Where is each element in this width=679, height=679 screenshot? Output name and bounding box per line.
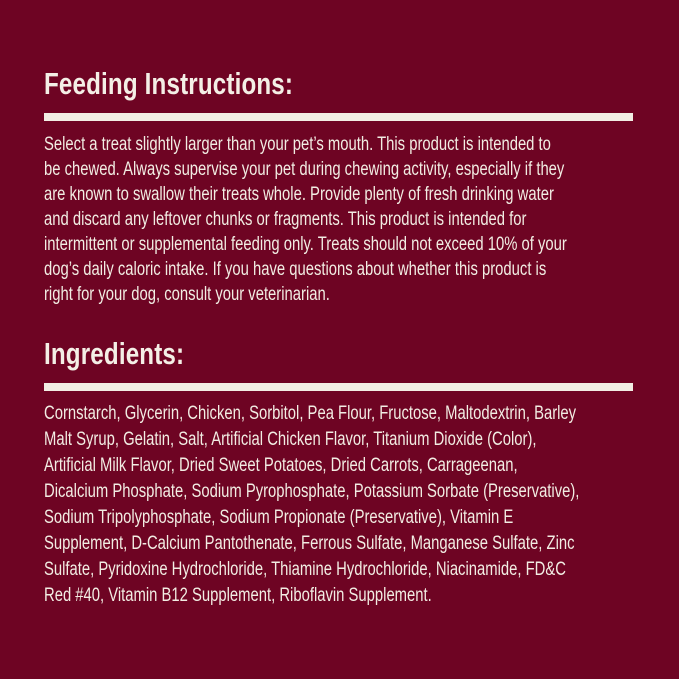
ingredients-divider [44,383,633,391]
ingredients-text-line: Red #40, Vitamin B12 Supplement, Riboflavin Supplement. [44,585,432,606]
ingredients-text-line: Sodium Tripolyphosphate, Sodium Propionate (Preservative), Vitamin E [44,507,514,528]
feeding-instructions-paragraph [44,132,637,307]
ingredients-paragraph [44,401,637,609]
feeding-text-line: right for your dog, consult your veterinarian. [44,284,330,305]
feeding-text-line: intermittent or supplemental feeding only. Treats should not exceed 10% of your [44,234,567,255]
feeding-instructions-heading: Feeding Instructions: [44,66,294,101]
ingredients-text-line: Supplement, D-Calcium Pantothenate, Ferrous Sulfate, Manganese Sulfate, Zinc [44,533,575,554]
feeding-text-line: are known to swallow their treats whole. Provide plenty of fresh drinking water [44,184,554,205]
ingredients-text-line: Dicalcium Phosphate, Sodium Pyrophosphate, Potassium Sorbate (Preservative), [44,481,580,502]
ingredients-text-line: Cornstarch, Glycerin, Chicken, Sorbitol, Pea Flour, Fructose, Maltodextrin, Barley [44,403,577,424]
feeding-text-line: be chewed. Always supervise your pet during chewing activity, especially if they [44,159,565,180]
feeding-text-line: Select a treat slightly larger than your pet’s mouth. This product is intended to [44,134,551,155]
feeding-text-line: and discard any leftover chunks or fragments. This product is intended for [44,209,527,230]
feeding-text-line: dog’s daily caloric intake. If you have questions about whether this product is [44,259,547,280]
feeding-instructions-divider [44,113,633,121]
ingredients-text-line: Malt Syrup, Gelatin, Salt, Artificial Chicken Flavor, Titanium Dioxide (Color), [44,429,537,450]
ingredients-text-line: Artificial Milk Flavor, Dried Sweet Potatoes, Dried Carrots, Carrageenan, [44,455,518,476]
ingredients-heading: Ingredients: [44,336,185,371]
ingredients-text-line: Sulfate, Pyridoxine Hydrochloride, Thiamine Hydrochloride, Niacinamide, FD&C [44,559,566,580]
